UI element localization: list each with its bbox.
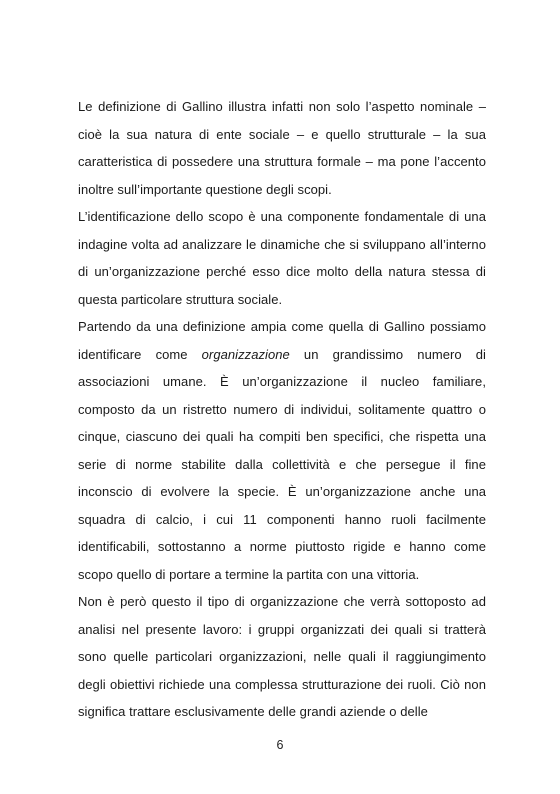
italic-term: organizzazione bbox=[201, 346, 290, 362]
paragraph bbox=[78, 203, 486, 313]
body-text bbox=[78, 93, 486, 726]
paragraph-text: un grandissimo numero di associazioni umane. È un’organizzazione il nucleo familiare, composto da un ristretto numero di individui, solitamente quattro o cinque, ciascuno dei quali ha compiti ben specifici, che rispetta una serie di norme stabilite dalla collettività e che persegue il fine inconscio di evolvere la specie. È un’organizzazione anche una squadra di calcio, i cui 11 componenti hanno ruoli facilmente identificabili, sottostanno a norme piuttosto rigide e hanno come scopo quello di portare a termine la partita con una vittoria. bbox=[78, 346, 486, 582]
paragraph-text: Partendo da una definizione ampia come quella di Gallino possiamo identificare come bbox=[78, 319, 486, 362]
paragraph-text: Non è però questo il tipo di organizzazione che verrà sottoposto ad analisi nel presente lavoro: i gruppi organizzati dei quali si tratterà sono quelle particolari organizzazioni, nelle quali il raggiungimento degli obiettivi richiede una complessa strutturazione dei ruoli. Ciò non significa trattare esclusivamente delle grandi aziende o delle bbox=[78, 594, 486, 719]
paragraph-text: L’identificazione dello scopo è una componente fondamentale di una indagine volta ad analizzare le dinamiche che si sviluppano all’interno di un’organizzazione perché esso dice molto della natura stessa di questa particolare struttura sociale. bbox=[78, 209, 486, 307]
paragraph-text: Le definizione di Gallino illustra infatti non solo l’aspetto nominale – cioè la sua natura di ente sociale – e quello strutturale – la sua caratteristica di possedere una struttura formale – ma pone l’accento inoltre sull’importante questione degli scopi. bbox=[78, 99, 486, 197]
paragraph bbox=[78, 313, 486, 588]
paragraph bbox=[78, 588, 486, 726]
paragraph bbox=[78, 93, 486, 203]
page-number: 6 bbox=[276, 738, 284, 752]
